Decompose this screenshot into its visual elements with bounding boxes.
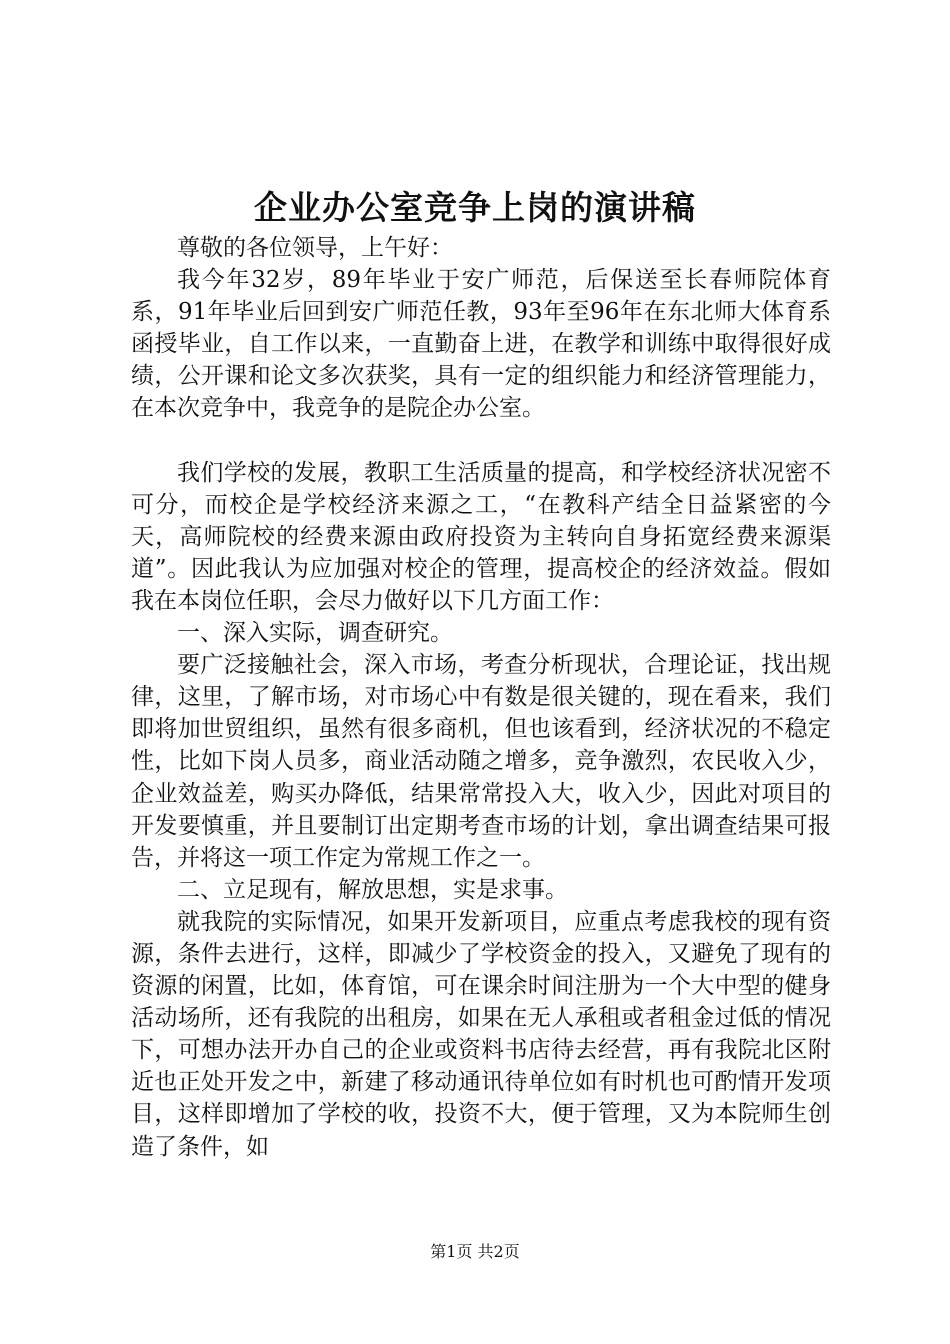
section-heading-one: 一、深入实际，调查研究。 [177,620,453,647]
school-development-paragraph: 我们学校的发展，教职工生活质量的提高，和学校经济状况密不可分，而校企是学校经济来源之工，“在教科产结全日益紧密的今天，高师院校的经费来源由政府投资为主转向自身拓宽经费来源渠道”。因此我认为应加强对校企的管理，提高校企的经济效益。假如我在本岗位任职，会尽力做好以下几方面工作： [131,459,831,614]
section-heading-two: 二、立足现有，解放思想，实是求事。 [177,876,568,903]
document-body [131,232,831,1163]
page-number-footer: 第1页 共2页 [430,1242,520,1261]
existing-resources-paragraph: 就我院的实际情况，如果开发新项目，应重点考虑我校的现有资源，条件去进行，这样，即减少了学校资金的投入，又避免了现有的资源的闲置，比如，体育馆，可在课余时间注册为一个大中型的健身活动场所，还有我院的出租房，如果在无人承租或者租金过低的情况下，可想办法开办自己的企业或资料书店待去经营，再有我院北区附近也正处开发之中，新建了移动通讯待单位如有时机也可酌情开发项目，这样即增加了学校的收，投资不大，便于管理，又为本院师生创造了条件，如 [131,908,831,1160]
paragraph-spacer [131,425,831,457]
salutation-paragraph: 尊敬的各位领导，上午好： [177,235,453,261]
document-title: 企业办公室竞争上岗的演讲稿 [254,188,696,227]
market-research-paragraph: 要广泛接触社会，深入市场，考查分析现状，合理论证，找出规律，这里，了解市场，对市场心中有数是很关键的，现在看来，我们即将加世贸组织，虽然有很多商机，但也该看到，经济状况的不稳定性，比如下岗人员多，商业活动随之增多，竞争激烈，农民收入少，企业效益差，购买办降低，结果常常投入大，收入少，因此对项目的开发要慎重，并且要制订出定期考查市场的计划，拿出调查结果可报告，并将这一项工作定为常规工作之一。 [131,652,831,871]
self-introduction-paragraph: 我今年32岁，89年毕业于安广师范，后保送至长春师院体育系，91年毕业后回到安广师范任教，93年至96年在东北师大体育系函授毕业，自工作以来，一直勤奋上进，在教学和训练中取得很好成绩，公开课和论文多次获奖，具有一定的组织能力和经济管理能力，在本次竞争中，我竞争的是院企办公室。 [131,267,831,422]
